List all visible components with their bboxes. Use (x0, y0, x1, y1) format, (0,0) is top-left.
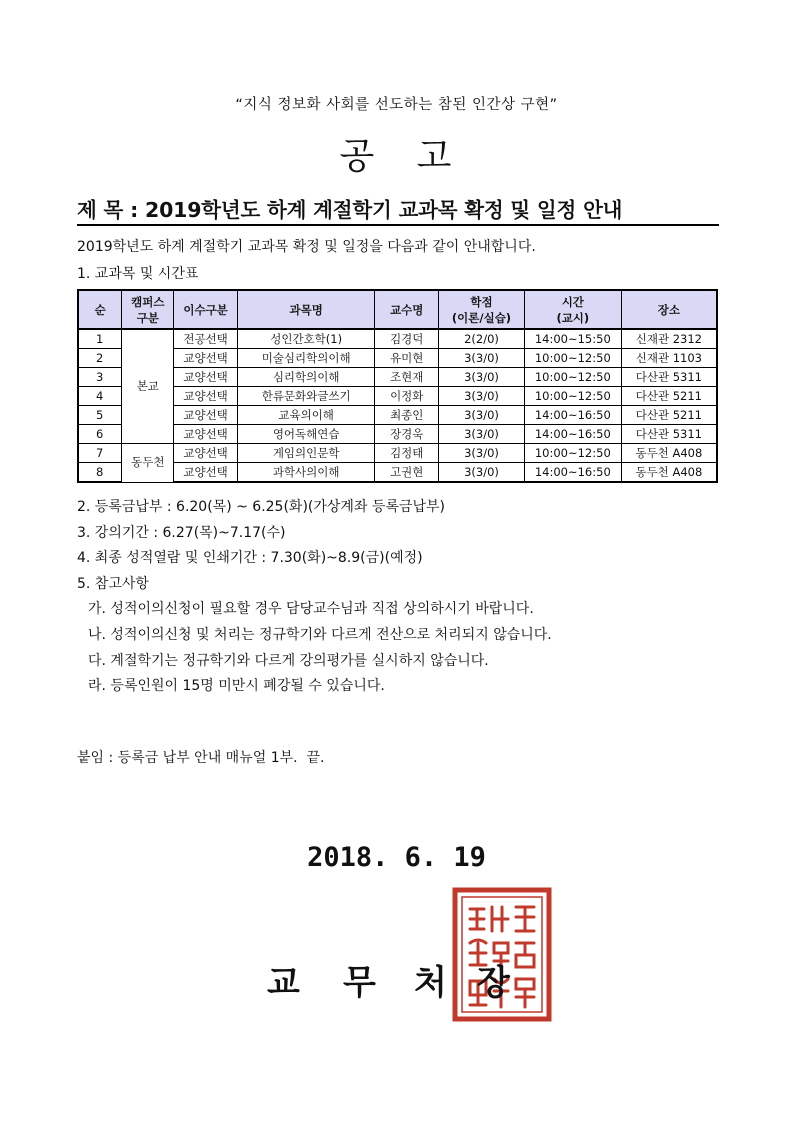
table-row (78, 425, 717, 444)
col-header-professor: 교수명 (375, 290, 439, 329)
cell-course: 성인간호학(1) (237, 329, 374, 349)
cell-place: 다산관 5211 (621, 406, 717, 425)
intro-text: 2019학년도 하계 계절학기 교과목 확정 및 일정을 다음과 같이 안내합니다. (77, 239, 536, 255)
table-row (78, 444, 717, 463)
notice-title: 공 고 (339, 136, 454, 177)
cell-type: 전공선택 (174, 329, 238, 349)
cell-no: 4 (78, 387, 122, 406)
cell-credit: 3(3/0) (439, 349, 525, 368)
cell-course: 한류문화와글쓰기 (237, 387, 374, 406)
table-row (78, 368, 717, 387)
cell-time: 14:00~15:50 (524, 329, 621, 349)
cell-time: 14:00~16:50 (524, 463, 621, 483)
cell-credit: 3(3/0) (439, 463, 525, 483)
cell-credit: 3(3/0) (439, 444, 525, 463)
cell-course: 심리학의이해 (237, 368, 374, 387)
cell-professor: 김경덕 (375, 329, 439, 349)
cell-course: 과학사의이해 (237, 463, 374, 483)
cell-time: 10:00~12:50 (524, 368, 621, 387)
cell-type: 교양선택 (174, 463, 238, 483)
cell-time: 10:00~12:50 (524, 444, 621, 463)
cell-place: 다산관 5211 (621, 387, 717, 406)
cell-place: 신재관 2312 (621, 329, 717, 349)
cell-place: 다산관 5311 (621, 425, 717, 444)
course-schedule-table (77, 289, 718, 483)
cell-professor: 고권현 (375, 463, 439, 483)
cell-professor: 최종인 (375, 406, 439, 425)
table-row (78, 406, 717, 425)
cell-no: 2 (78, 349, 122, 368)
item-2-payment: 2. 등록금납부 : 6.20(목) ~ 6.25(화)(가상계좌 등록금납부) (77, 499, 446, 515)
note-item: 가. 성적이의신청이 필요할 경우 담당교수님과 직접 상의하시기 바랍니다. (88, 601, 534, 617)
cell-no: 1 (78, 329, 122, 349)
col-header-place: 장소 (621, 290, 717, 329)
signature-char: 장 (477, 963, 510, 1003)
table-row (78, 387, 717, 406)
cell-type: 교양선택 (174, 425, 238, 444)
cell-type: 교양선택 (174, 387, 238, 406)
cell-professor: 조현재 (375, 368, 439, 387)
signature-char: 교 (267, 963, 300, 1003)
cell-course: 게임의인문학 (237, 444, 374, 463)
signature-char: 무 (343, 963, 376, 1003)
notice-date: 2018. 6. 19 (307, 842, 486, 873)
cell-no: 8 (78, 463, 122, 483)
cell-credit: 2(2/0) (439, 329, 525, 349)
slogan: “지식 정보화 사회를 선도하는 참된 인간상 구현” (235, 97, 558, 113)
cell-place: 신재관 1103 (621, 349, 717, 368)
table-row (78, 349, 717, 368)
cell-credit: 3(3/0) (439, 368, 525, 387)
table-row (78, 463, 717, 483)
subject-underline (77, 224, 719, 226)
cell-no: 6 (78, 425, 122, 444)
cell-no: 5 (78, 406, 122, 425)
col-header-credit: 학점 (이론/실습) (439, 290, 525, 329)
cell-type: 교양선택 (174, 406, 238, 425)
cell-professor: 장경욱 (375, 425, 439, 444)
table-header-row (78, 290, 717, 329)
col-header-type: 이수구분 (174, 290, 238, 329)
cell-professor: 이정화 (375, 387, 439, 406)
cell-place: 다산관 5311 (621, 368, 717, 387)
cell-credit: 3(3/0) (439, 387, 525, 406)
col-header-no: 순 (78, 290, 122, 329)
cell-type: 교양선택 (174, 444, 238, 463)
cell-credit: 3(3/0) (439, 406, 525, 425)
cell-credit: 3(3/0) (439, 425, 525, 444)
item-3-period: 3. 강의기간 : 6.27(목)~7.17(수) (77, 525, 286, 541)
cell-type: 교양선택 (174, 349, 238, 368)
cell-place: 동두천 A408 (621, 444, 717, 463)
cell-course: 교육의이해 (237, 406, 374, 425)
cell-professor: 김정태 (375, 444, 439, 463)
col-header-time: 시간 (교시) (524, 290, 621, 329)
item-5-notes-heading: 5. 참고사항 (77, 576, 149, 592)
cell-time: 10:00~12:50 (524, 387, 621, 406)
table-row (78, 329, 717, 349)
cell-campus: 동두천 (122, 444, 174, 483)
item-4-grades: 4. 최종 성적열람 및 인쇄기간 : 7.30(화)~8.9(금)(예정) (77, 550, 423, 566)
signature-char: 처 (414, 963, 447, 1003)
cell-type: 교양선택 (174, 368, 238, 387)
col-header-campus: 캠퍼스 구분 (122, 290, 174, 329)
col-header-course: 과목명 (237, 290, 374, 329)
cell-no: 7 (78, 444, 122, 463)
subject-heading: 제 목 : 2019학년도 하계 계절학기 교과목 확정 및 일정 안내 (77, 198, 623, 222)
cell-no: 3 (78, 368, 122, 387)
cell-place: 동두천 A408 (621, 463, 717, 483)
section-1-heading: 1. 교과목 및 시간표 (77, 266, 199, 282)
cell-course: 미술심리학의이해 (237, 349, 374, 368)
cell-course: 영어독해연습 (237, 425, 374, 444)
cell-time: 14:00~16:50 (524, 425, 621, 444)
attachment-line: 붙임 : 등록금 납부 안내 매뉴얼 1부. 끝. (77, 750, 325, 766)
note-item: 라. 등록인원이 15명 미만시 폐강될 수 있습니다. (88, 678, 385, 694)
note-item: 나. 성적이의신청 및 처리는 정규학기와 다르게 전산으로 처리되지 않습니다. (88, 627, 552, 643)
cell-campus: 본교 (122, 329, 174, 444)
note-item: 다. 계절학기는 정규학기와 다르게 강의평가를 실시하지 않습니다. (88, 653, 489, 669)
cell-time: 14:00~16:50 (524, 406, 621, 425)
cell-time: 10:00~12:50 (524, 349, 621, 368)
cell-professor: 유미현 (375, 349, 439, 368)
